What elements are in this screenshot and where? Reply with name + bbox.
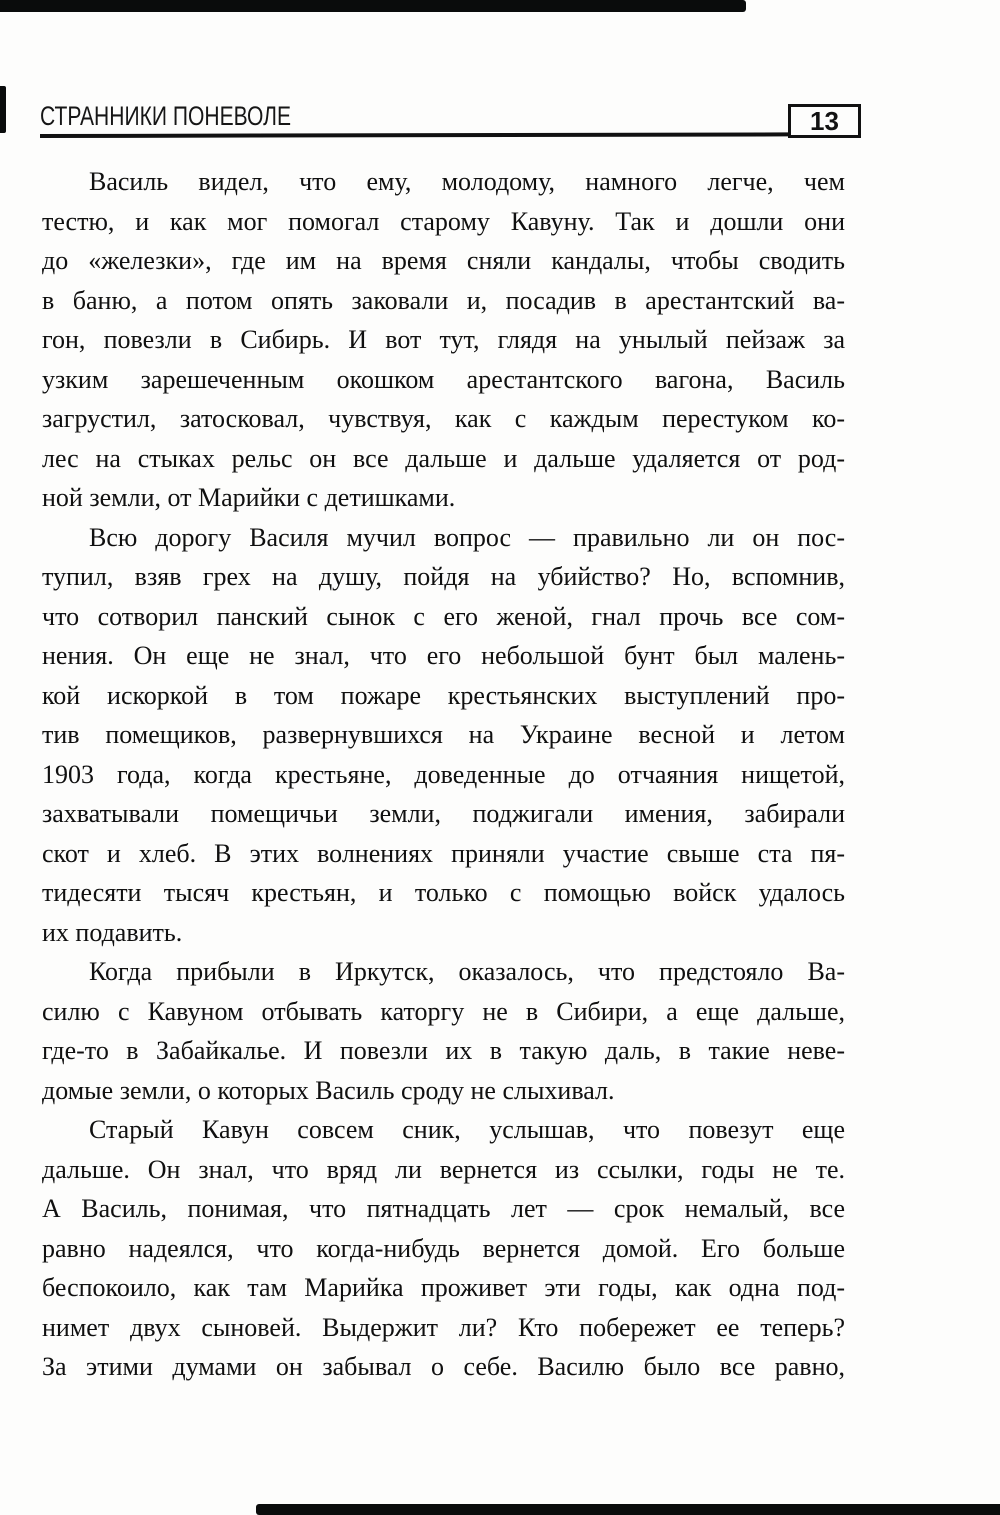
text-line: тидесяти тысяч крестьян, и только с помощью войск удалось (42, 878, 845, 907)
scan-artifact-left-mark (0, 86, 6, 133)
text-line: захватывали помещичьи земли, поджигали имения, забирали (42, 799, 845, 828)
text-line: нимет двух сыновей. Выдержит ли? Кто побережет ее теперь? (42, 1312, 845, 1342)
text-line: в баню, а потом опять заковали и, посадив в арестантский ва- (42, 285, 845, 315)
text-line: тив помещиков, развернувшихся на Украине весной и летом (42, 720, 845, 749)
text-line: загрустил, затосковал, чувствуя, как с каждым перестуком ко- (42, 404, 845, 433)
header-rule (40, 132, 788, 138)
text-line: где-то в Забайкалье. И повезли их в такую даль, в такие неве- (42, 1036, 845, 1065)
text-line: гон, повезли в Сибирь. И вот тут, глядя на унылый пейзаж за (42, 325, 845, 354)
text-line: домые земли, о которых Василь сроду не слыхивал. (42, 1075, 615, 1105)
text-line: их подавить. (42, 917, 183, 947)
text-line: дальше. Он знал, что вряд ли вернется из ссылки, годы не те. (42, 1154, 845, 1184)
text-line: узким зарешеченным окошком арестантского вагона, Василь (42, 364, 845, 394)
text-line: тупил, взяв грех на душу, пойдя на убийство? Но, вспомнив, (42, 562, 845, 591)
page-body (42, 162, 845, 1387)
text-line: Старый Кавун совсем сник, услышав, что повезут еще (89, 1115, 845, 1144)
page-number-box (788, 104, 861, 138)
text-line: 1903 года, когда крестьяне, доведенные до отчаяния нищетой, (42, 759, 845, 789)
scan-artifact-top-bar (0, 0, 746, 12)
text-line: нения. Он еще не знал, что его небольшой бунт был малень- (42, 641, 845, 670)
text-line: А Василь, понимая, что пятнадцать лет — срок немалый, все (42, 1194, 845, 1223)
text-line: За этими думами он забывал о себе. Василю было все равно, (42, 1352, 845, 1381)
running-header-title: СТРАННИКИ ПОНЕВОЛЕ (40, 101, 292, 131)
text-line: Когда прибыли в Иркутск, оказалось, что предстояло Ва- (89, 957, 845, 986)
text-line: кой искоркой в том пожаре крестьянских выступлений про- (42, 680, 845, 710)
text-line: скот и хлеб. В этих волнениях приняли участие свыше ста пя- (42, 838, 845, 868)
text-line: лес на стыках рельс он все дальше и дальше удаляется от род- (42, 443, 845, 473)
text-line: что сотворил панский сынок с его женой, гнал прочь все сом- (42, 601, 845, 631)
text-line: тестю, и как мог помогал старому Кавуну. Так и дошли они (42, 206, 845, 236)
text-line: Василь видел, что ему, молодому, намного легче, чем (89, 167, 845, 196)
text-line: равно надеялся, что когда-нибудь вернется домой. Его больше (42, 1233, 845, 1263)
text-line: Всю дорогу Василя мучил вопрос — правильно ли он пос- (89, 522, 845, 552)
scan-artifact-bottom-bar (256, 1504, 1000, 1515)
text-line: до «железки», где им на время сняли кандалы, чтобы сводить (42, 246, 845, 275)
text-line: беспокоило, как там Марийка проживет эти годы, как одна под- (42, 1273, 845, 1302)
text-line: силю с Кавуном отбывать каторгу не в Сибири, а еще дальше, (42, 996, 845, 1026)
page-number: 13 (810, 106, 839, 136)
text-line: ной земли, от Марийки с детишками. (42, 483, 456, 512)
